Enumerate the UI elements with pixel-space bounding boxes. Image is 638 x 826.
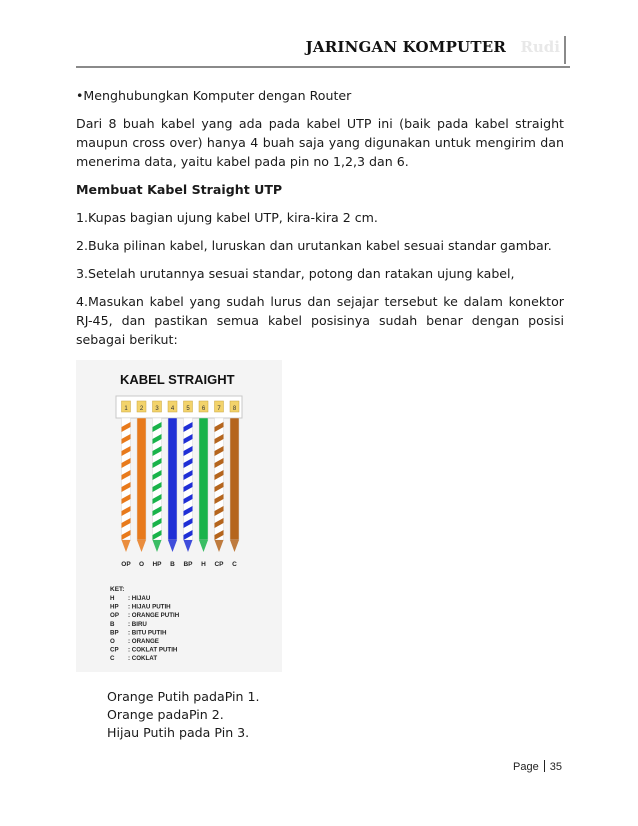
wire [122, 418, 131, 552]
legend-code: H [110, 595, 115, 602]
pin-number: 5 [186, 406, 190, 412]
diagram-title: KABEL STRAIGHT [120, 372, 235, 387]
pin-number: 7 [217, 406, 221, 412]
pin-list-item: Hijau Putih pada Pin 3. [107, 725, 250, 740]
legend-desc: : BITU PUTIH [128, 629, 167, 637]
wire-label: C [232, 561, 237, 568]
wire [137, 418, 146, 552]
pin-number: 2 [139, 406, 144, 412]
wire [199, 418, 208, 552]
pin-number: 6 [201, 406, 206, 412]
legend-desc: : ORANGE PUTIH [128, 612, 180, 620]
footer-separator [544, 760, 545, 772]
legend-code: O [110, 638, 115, 645]
wire [184, 418, 193, 552]
wire-label: OP [121, 561, 131, 568]
wire-label: CP [214, 561, 224, 568]
diagram-svg [76, 360, 282, 672]
page-number: 35 [549, 761, 562, 773]
page-footer [513, 760, 562, 773]
header-author: Rudi [520, 38, 560, 56]
legend-title: KET: [110, 586, 125, 593]
page-header [76, 38, 570, 68]
pin-number: 8 [232, 406, 237, 412]
page-label: Page [513, 761, 539, 773]
legend-code: B [110, 620, 115, 628]
wire [215, 418, 224, 552]
header-title: JARINGAN KOMPUTER [305, 38, 506, 56]
step-4: 4.Masukan kabel yang sudah lurus dan sejajar tersebut ke dalam konektor RJ-45, dan pastikan semua kabel posisinya sudah benar dengan posisi sebagai berikut: [76, 294, 564, 347]
pin-number: 3 [155, 406, 159, 412]
intro-paragraph: Dari 8 buah kabel yang ada pada kabel UTP ini (baik pada kabel straight maupun cross over) hanya 4 buah saja yang digunakan untuk mengirim dan menerima data, yaitu kabel pada pin no 1,2,3 dan 6. [76, 116, 564, 169]
legend-desc: : ORANGE [128, 638, 159, 645]
legend-desc: : HIJAU [128, 595, 151, 602]
step-3: 3.Setelah urutannya sesuai standar, potong dan ratakan ujung kabel, [76, 266, 515, 281]
wires [122, 418, 240, 552]
step-2: 2.Buka pilinan kabel, luruskan dan urutankan kabel sesuai standar gambar. [76, 238, 552, 253]
kabel-straight-diagram [76, 360, 282, 672]
legend-code: BP [110, 629, 119, 637]
section-heading: Membuat Kabel Straight UTP [76, 182, 283, 197]
legend-code: OP [110, 612, 119, 620]
wire-label: HP [152, 561, 162, 568]
wire [153, 418, 162, 552]
wire [168, 418, 177, 552]
document-body [76, 86, 564, 358]
bullet-line: •Menghubungkan Komputer dengan Router [76, 88, 352, 103]
legend-desc: : BIRU [128, 620, 147, 628]
step-1: 1.Kupas bagian ujung kabel UTP, kira-kira 2 cm. [76, 210, 378, 225]
wire-label: BP [183, 561, 193, 568]
wire-label: H [201, 561, 206, 568]
pin-number: 1 [124, 406, 128, 412]
legend-code: C [110, 655, 115, 663]
wire-labels [121, 561, 237, 568]
legend [110, 586, 180, 662]
legend-desc: : COKLAT PUTIH [128, 646, 178, 654]
pin-list-item: Orange Putih padaPin 1. [107, 689, 260, 704]
legend-desc: : HIJAU PUTIH [128, 603, 171, 611]
pin-list-item: Orange padaPin 2. [107, 707, 224, 722]
header-divider [564, 36, 566, 64]
wire-label: B [170, 561, 175, 568]
legend-code: CP [110, 646, 119, 654]
legend-code: HP [110, 603, 119, 611]
legend-desc: : COKLAT [128, 655, 158, 663]
wire-label: O [138, 561, 145, 568]
pin-list [107, 688, 260, 742]
wire [230, 418, 239, 552]
pin-number: 4 [170, 406, 175, 412]
